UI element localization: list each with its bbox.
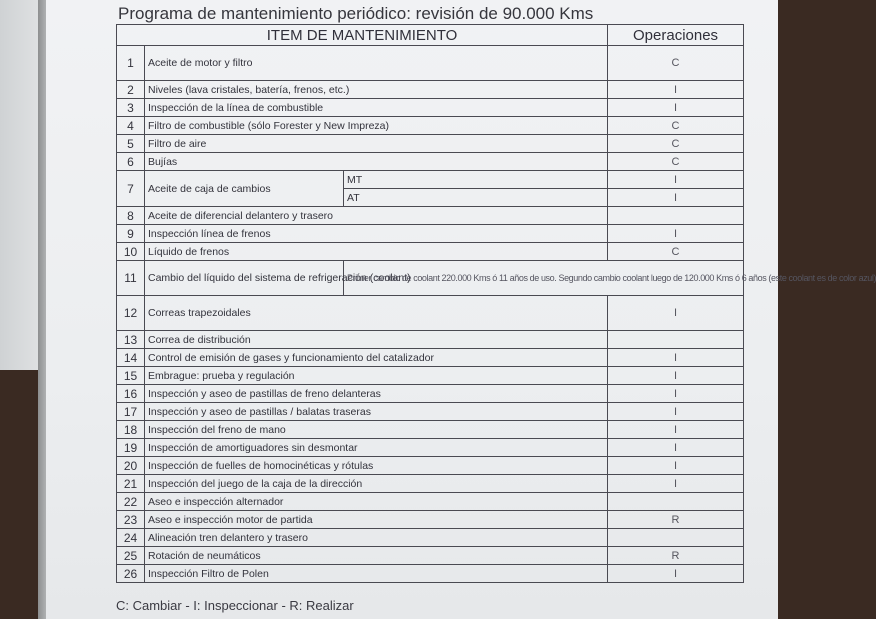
table-row	[117, 331, 744, 349]
item-description: Alineación tren delantero y trasero	[145, 529, 608, 547]
item-description: Inspección de amortiguadores sin desmontar	[145, 439, 608, 457]
item-operation: C	[608, 243, 744, 261]
item-operation	[608, 331, 744, 349]
item-operation: I	[608, 225, 744, 243]
item-description: Inspección y aseo de pastillas de freno delanteras	[145, 385, 608, 403]
item-operation: I	[608, 457, 744, 475]
table-row	[117, 171, 744, 189]
legend: C: Cambiar - I: Inspeccionar - R: Realizar	[116, 598, 354, 613]
item-description: Aceite de motor y filtro	[145, 46, 608, 81]
item-description: Cambio del líquido del sistema de refrigeración (coolant)	[145, 261, 344, 296]
table-row	[117, 385, 744, 403]
item-operation: C	[608, 46, 744, 81]
item-operation: I	[608, 189, 744, 207]
table-row	[117, 403, 744, 421]
item-operation: I	[608, 296, 744, 331]
item-operation: I	[608, 349, 744, 367]
item-description: Inspección línea de frenos	[145, 225, 608, 243]
table-row	[117, 225, 744, 243]
table-row	[117, 81, 744, 99]
table-row	[117, 243, 744, 261]
item-number: 24	[117, 529, 145, 547]
item-number: 8	[117, 207, 145, 225]
item-number: 4	[117, 117, 145, 135]
item-description: Aceite de diferencial delantero y trasero	[145, 207, 608, 225]
item-operation: I	[608, 171, 744, 189]
item-number: 7	[117, 171, 145, 207]
item-operation: I	[608, 439, 744, 457]
item-description: Rotación de neumáticos	[145, 547, 608, 565]
table-row	[117, 421, 744, 439]
item-description: Embrague: prueba y regulación	[145, 367, 608, 385]
document-title: Programa de mantenimiento periódico: revisión de 90.000 Kms	[118, 4, 594, 23]
item-operation: C	[608, 153, 744, 171]
item-number: 14	[117, 349, 145, 367]
item-number: 21	[117, 475, 145, 493]
table-row	[117, 349, 744, 367]
item-number: 19	[117, 439, 145, 457]
item-operation: I	[608, 385, 744, 403]
item-number: 15	[117, 367, 145, 385]
header-operations: Operaciones	[608, 25, 744, 46]
item-operation: I	[608, 565, 744, 583]
item-number: 3	[117, 99, 145, 117]
sub-item-at: AT	[344, 189, 608, 207]
item-number: 23	[117, 511, 145, 529]
item-number: 25	[117, 547, 145, 565]
table-row	[117, 296, 744, 331]
table-row	[117, 439, 744, 457]
item-description: Líquido de frenos	[145, 243, 608, 261]
item-number: 17	[117, 403, 145, 421]
item-number: 13	[117, 331, 145, 349]
sub-item-mt: MT	[344, 171, 608, 189]
table-row	[117, 99, 744, 117]
item-description: Control de emisión de gases y funcionamiento del catalizador	[145, 349, 608, 367]
item-description: Inspección de fuelles de homocinéticas y rótulas	[145, 457, 608, 475]
table-row	[117, 529, 744, 547]
item-operation: I	[608, 421, 744, 439]
table-row	[117, 135, 744, 153]
table-row	[117, 367, 744, 385]
item-operation	[608, 493, 744, 511]
table-header-row	[117, 25, 744, 46]
item-description: Correas trapezoidales	[145, 296, 608, 331]
header-item: ITEM DE MANTENIMIENTO	[117, 25, 608, 46]
item-description: Filtro de combustible (sólo Forester y New Impreza)	[145, 117, 608, 135]
item-number: 12	[117, 296, 145, 331]
item-operation: C	[608, 117, 744, 135]
item-operation	[608, 207, 744, 225]
item-number: 2	[117, 81, 145, 99]
item-operation: R	[608, 547, 744, 565]
item-description: Aseo e inspección alternador	[145, 493, 608, 511]
item-description: Inspección del freno de mano	[145, 421, 608, 439]
item-description: Aceite de caja de cambios	[145, 171, 344, 207]
coolant-note: Primer cambio de coolant 220.000 Kms ó 11 años de uso. Segundo cambio coolant luego de 120.000 Kms ó 6 años (este coolant es de color azul)	[344, 261, 744, 296]
item-number: 16	[117, 385, 145, 403]
table-row	[117, 511, 744, 529]
item-description: Inspección del juego de la caja de la dirección	[145, 475, 608, 493]
table-row	[117, 565, 744, 583]
item-number: 18	[117, 421, 145, 439]
item-description: Inspección Filtro de Polen	[145, 565, 608, 583]
table-row	[117, 493, 744, 511]
item-operation: I	[608, 475, 744, 493]
item-number: 1	[117, 46, 145, 81]
item-operation: I	[608, 99, 744, 117]
table-row	[117, 207, 744, 225]
item-number: 26	[117, 565, 145, 583]
item-operation: I	[608, 367, 744, 385]
table-row	[117, 117, 744, 135]
item-operation: I	[608, 81, 744, 99]
item-operation: R	[608, 511, 744, 529]
item-operation: C	[608, 135, 744, 153]
maintenance-table	[116, 24, 876, 583]
item-description: Filtro de aire	[145, 135, 608, 153]
table-row	[117, 153, 744, 171]
table-row	[117, 457, 744, 475]
table-row	[117, 547, 744, 565]
item-description: Inspección y aseo de pastillas / balatas traseras	[145, 403, 608, 421]
table-row	[117, 475, 744, 493]
item-number: 6	[117, 153, 145, 171]
item-description: Inspección de la línea de combustible	[145, 99, 608, 117]
item-number: 22	[117, 493, 145, 511]
item-number: 5	[117, 135, 145, 153]
item-description: Aseo e inspección motor de partida	[145, 511, 608, 529]
item-number: 10	[117, 243, 145, 261]
item-operation: I	[608, 403, 744, 421]
item-description: Correa de distribución	[145, 331, 608, 349]
item-operation	[608, 529, 744, 547]
item-description: Bujías	[145, 153, 608, 171]
item-number: 11	[117, 261, 145, 296]
table-row	[117, 261, 744, 296]
item-number: 20	[117, 457, 145, 475]
item-description: Niveles (lava cristales, batería, frenos, etc.)	[145, 81, 608, 99]
item-number: 9	[117, 225, 145, 243]
table-row	[117, 46, 744, 81]
